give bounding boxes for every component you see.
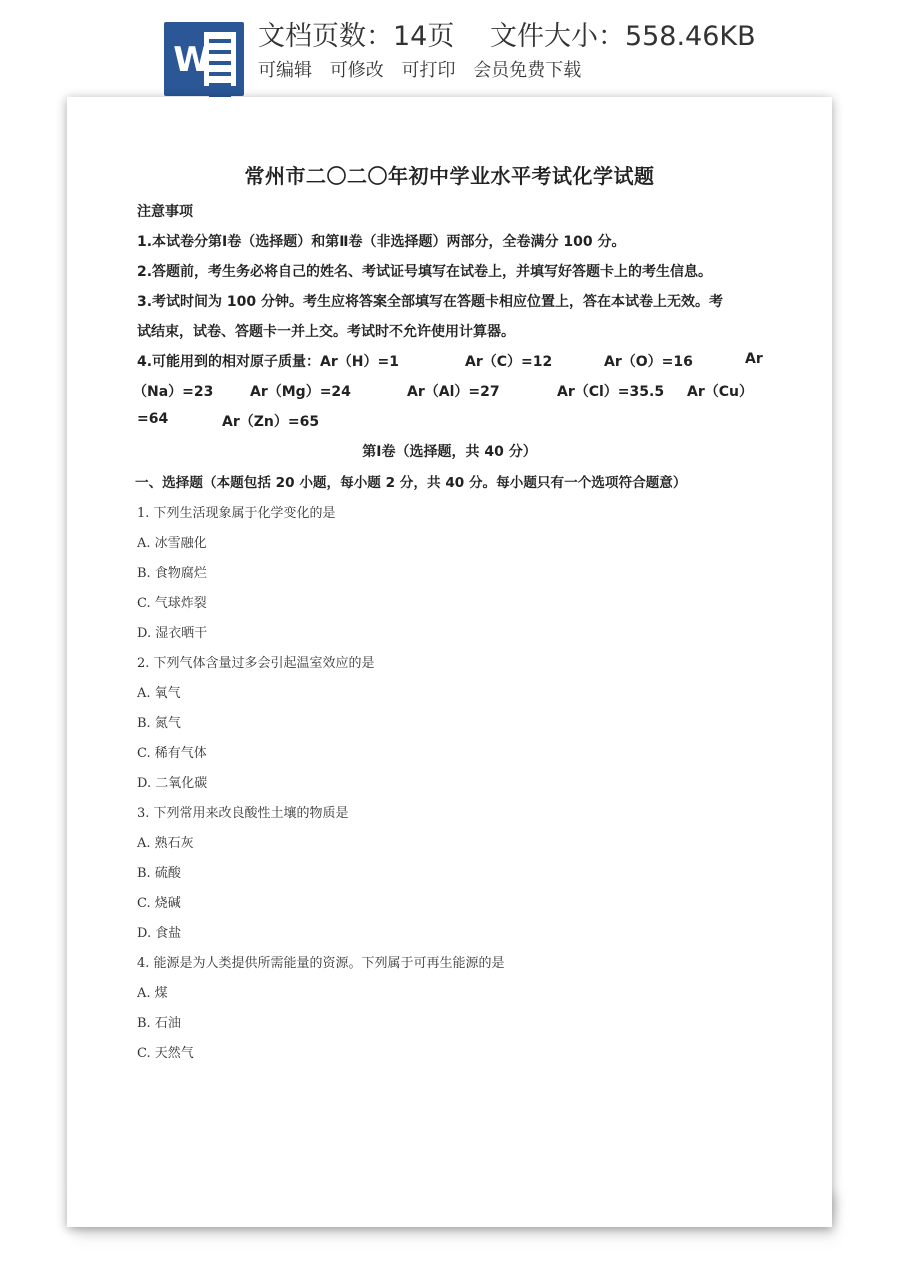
feature-printable: 可打印	[401, 60, 456, 81]
mass-na: （Na）=23	[133, 384, 214, 400]
question-4-stem: 4. 能源是为人类提供所需能量的资源。下列属于可再生能源的是	[137, 956, 505, 971]
feature-modifiable: 可修改	[329, 60, 384, 81]
mass-al: Ar（Al）=27	[407, 384, 500, 400]
question-3-option-b: B. 硫酸	[137, 866, 181, 881]
feature-list	[258, 56, 593, 82]
mass-cl: Ar（Cl）=35.5	[557, 384, 665, 400]
notice-heading: 注意事项	[137, 204, 193, 220]
section-title: 第Ⅰ卷（选择题，共 40 分）	[362, 444, 537, 460]
mass-c: Ar（C）=12	[465, 354, 553, 370]
mass-na-prefix: Ar	[745, 351, 763, 367]
feature-editable: 可编辑	[258, 60, 312, 81]
question-1-option-c: C. 气球炸裂	[137, 596, 207, 611]
file-stats: 文档页数：14页 文件大小：558.46KB	[258, 21, 756, 52]
mass-cu-prefix: Ar（Cu）	[687, 384, 753, 400]
mass-o: Ar（O）=16	[604, 354, 693, 370]
question-4-option-a: A. 煤	[137, 986, 168, 1001]
notice-3: 3.考试时间为 100 分钟。考生应将答案全部填写在答题卡相应位置上，答在本试卷上无效。考	[137, 294, 724, 310]
question-3-option-a: A. 熟石灰	[137, 836, 194, 851]
question-4-option-b: B. 石油	[137, 1016, 181, 1031]
notice-3-cont: 试结束，试卷、答题卡一并上交。考试时不允许使用计算器。	[137, 324, 515, 340]
question-2-option-d: D. 二氧化碳	[137, 776, 208, 791]
mass-h: 4.可能用到的相对原子质量：Ar（H）=1	[137, 354, 399, 370]
question-2-option-b: B. 氮气	[137, 716, 181, 731]
mass-cu: =64	[137, 411, 169, 427]
mass-mg: Ar（Mg）=24	[250, 384, 351, 400]
part-heading: 一、选择题（本题包括 20 小题，每小题 2 分，共 40 分。每小题只有一个选项符合题意）	[135, 475, 687, 491]
document-page	[67, 97, 832, 1227]
question-1-stem: 1. 下列生活现象属于化学变化的是	[137, 506, 336, 521]
mass-zn: Ar（Zn）=65	[222, 414, 320, 430]
document-title: 常州市二〇二〇年初中学业水平考试化学试题	[244, 164, 655, 188]
word-icon	[164, 22, 244, 96]
question-1-option-b: B. 食物腐烂	[137, 566, 207, 581]
question-2-option-a: A. 氧气	[137, 686, 181, 701]
notice-2: 2.答题前，考生务必将自己的姓名、考试证号填写在试卷上，并填写好答题卡上的考生信息。	[137, 264, 713, 280]
question-3-stem: 3. 下列常用来改良酸性土壤的物质是	[137, 806, 349, 821]
question-2-stem: 2. 下列气体含量过多会引起温室效应的是	[137, 656, 375, 671]
question-2-option-c: C. 稀有气体	[137, 746, 207, 761]
question-1-option-d: D. 湿衣晒干	[137, 626, 208, 641]
word-icon-letter: W	[173, 40, 211, 80]
question-1-option-a: A. 冰雪融化	[137, 536, 207, 551]
feature-free-download: 会员免费下载	[473, 60, 582, 81]
question-4-option-c: C. 天然气	[137, 1046, 194, 1061]
question-3-option-d: D. 食盐	[137, 926, 182, 941]
notice-1: 1.本试卷分第Ⅰ卷（选择题）和第Ⅱ卷（非选择题）两部分，全卷满分 100 分。	[137, 234, 626, 250]
download-header	[0, 0, 900, 100]
question-3-option-c: C. 烧碱	[137, 896, 181, 911]
